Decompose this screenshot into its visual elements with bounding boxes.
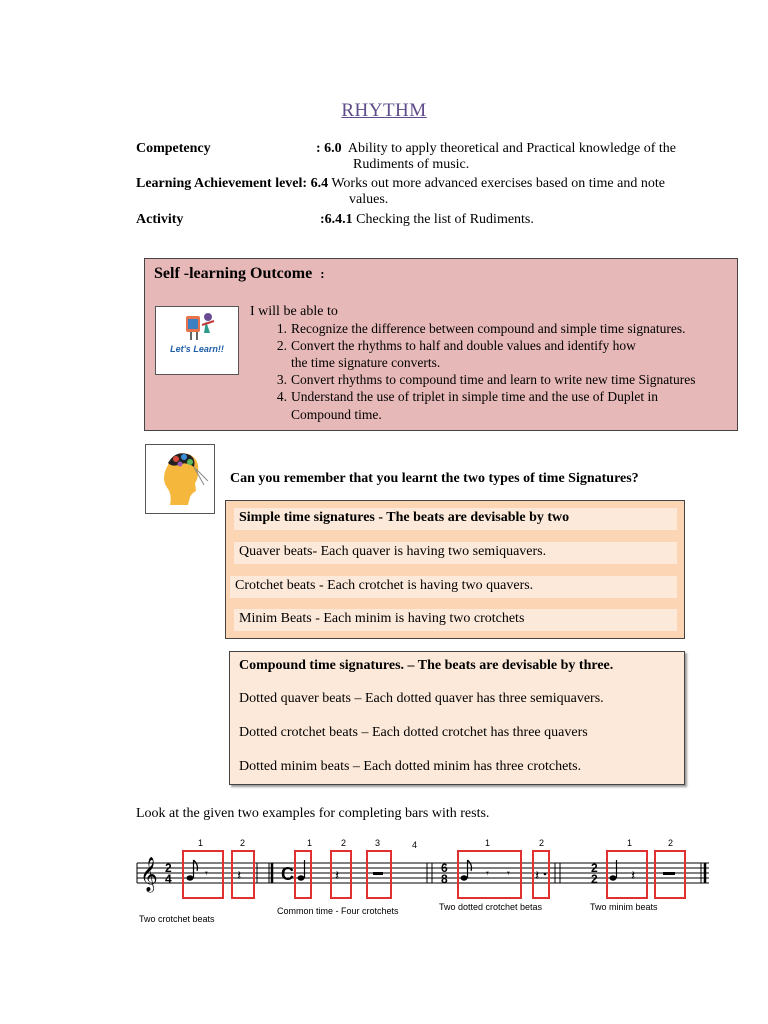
beat-box-1 [295,851,311,898]
outcome-item-text: Convert rhythms to compound time and learn to write new time Signatures [291,372,696,387]
outcome-title-colon: : [320,266,325,281]
treble-clef-icon: 𝄞 [140,858,158,891]
time-sig-bottom: 4 [165,872,172,886]
example-common-time [277,838,427,916]
competency-cont: Rudiments of music. [353,157,470,172]
beat-box-1 [183,851,223,898]
outcome-list [265,320,735,423]
beat-number: 1 [198,838,204,848]
outcome-title-text: Self -learning Outcome [154,265,313,282]
outcome-item [265,320,735,337]
competency-label: Competency [136,141,211,156]
compound-row: Dotted minim beats – Each dotted minim has three crotchets. [239,759,582,774]
quaver-rest-icon: 𝄾 [205,868,208,880]
crotchet-rest-icon: 𝄽 [237,867,242,883]
beat-number: 1 [485,838,491,848]
activity-value [320,211,534,228]
simple-time-box [225,500,685,639]
page-title: RHYTHM [341,100,427,121]
activity-code: :6.4.1 [320,212,353,227]
dotted-crotchet-rest-icon: 𝄽 [535,867,540,883]
time-sig-bottom: 8 [441,872,448,886]
competency-code: : 6.0 [316,141,342,156]
outcome-item [265,388,735,423]
competency-text: Ability to apply theoretical and Practical knowledge of the [347,141,677,156]
quaver-note-icon [461,875,468,880]
outcome-item-text-cont: the time signature converts. [291,355,441,370]
lets-learn-logo [155,306,239,375]
achievement-row [136,175,665,192]
music-staff [135,834,715,934]
quaver-rest-icon: 𝄾 [507,868,510,880]
beat-box-2 [232,851,254,898]
self-learning-outcome-box [144,258,738,431]
outcome-item-text: Recognize the difference between compound and simple time signatures. [291,321,686,336]
time-sig-top: 2 [591,861,598,875]
outcome-item-number: 1. [276,321,287,336]
outcome-item-text: Convert the rhythms to half and double values and identify how [291,338,636,353]
outcome-item-number: 4. [276,389,287,404]
example-two-two [590,838,705,912]
thinking-head-image [145,444,215,514]
simple-row: Minim Beats - Each minim is having two crotchets [234,609,677,631]
achievement-text: Works out more advanced exercises based on time and note [331,176,665,191]
lets-learn-icon [156,307,238,374]
outcome-item-text: Understand the use of triplet in simple time and the use of Duplet in [291,389,659,404]
crotchet-rest-icon: 𝄽 [631,867,636,883]
minim-rest-icon [663,872,675,875]
beat-number: 4 [412,840,418,850]
time-sig-bottom: 2 [591,872,598,886]
outcome-title [154,265,325,283]
beat-number: 2 [539,838,545,848]
beat-number: 2 [341,838,347,848]
outcome-intro: I will be able to [250,304,338,319]
beat-box-2 [331,851,351,898]
thinking-head-icon [146,445,214,513]
time-sig-top: 6 [441,861,448,875]
achievement-cont: values. [349,192,389,207]
time-sig-top: 2 [165,861,172,875]
outcome-item-text-cont: Compound time. [291,407,382,422]
minim-rest-icon [373,872,383,875]
outcome-item [265,371,735,388]
crotchet-note-icon [610,875,617,880]
simple-row: Quaver beats- Each quaver is having two semiquavers. [234,542,677,564]
quaver-rest-icon: 𝄾 [486,868,489,880]
common-time-symbol: C [281,864,294,884]
outcome-item-number: 3. [276,372,287,387]
outcome-item-number: 2. [276,338,287,353]
compound-time-box [229,651,685,785]
example-six-eight [432,838,560,912]
outcome-item [265,337,735,371]
example-caption: Two crotchet beats [139,914,215,924]
quaver-note-icon [187,875,194,880]
example-caption: Two dotted crotchet betas [439,902,543,912]
instruction-text: Look at the given two examples for completing bars with rests. [136,806,490,821]
activity-label: Activity [136,212,184,227]
beat-box-1 [607,851,647,898]
beat-number: 1 [627,838,633,848]
crotchet-rest-icon: 𝄽 [335,867,340,883]
simple-heading: Simple time signatures - The beats are devisable by two [234,508,677,530]
activity-text: Checking the list of Rudiments. [356,212,534,227]
rest-examples-staff [135,834,715,939]
beat-number: 2 [240,838,246,848]
example-caption: Common time - Four crotchets [277,906,399,916]
beat-number: 2 [668,838,674,848]
example-caption: Two minim beats [590,902,658,912]
competency-value [316,140,676,157]
crotchet-note-icon [298,875,305,880]
compound-heading: Compound time signatures. – The beats are devisable by three. [239,658,614,673]
beat-number: 3 [375,838,381,848]
beat-number: 1 [307,838,313,848]
simple-row: Crotchet beats - Each crotchet is having two quavers. [230,576,677,598]
example-two-four [139,838,272,924]
activity-row [136,211,183,228]
lets-learn-text: Let's Learn!! [170,344,224,354]
compound-row: Dotted quaver beats – Each dotted quaver has three semiquavers. [239,691,604,706]
achievement-label: Learning Achievement level: 6.4 [136,176,329,191]
compound-row: Dotted crotchet beats – Each dotted crotchet has three quavers [239,725,588,740]
time-signature-question: Can you remember that you learnt the two types of time Signatures? [230,471,639,486]
competency-row [136,140,211,157]
